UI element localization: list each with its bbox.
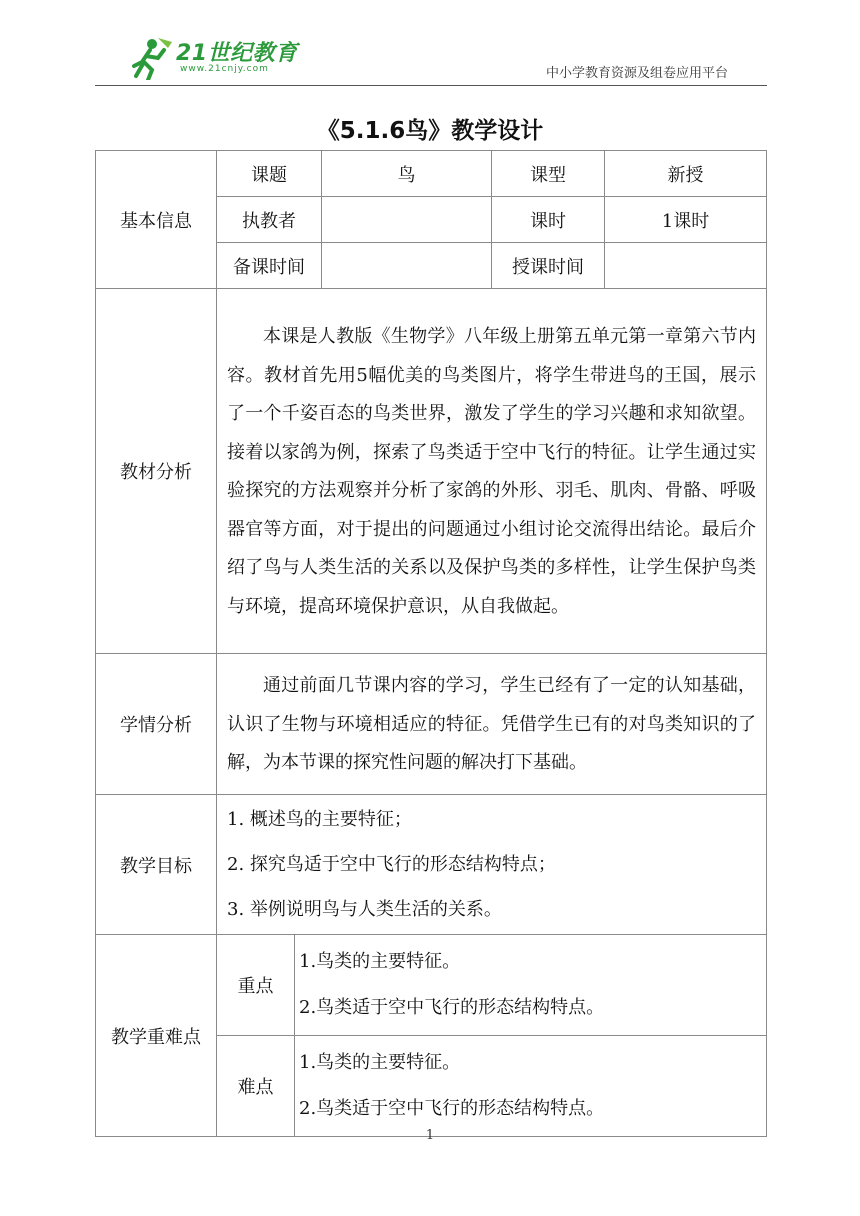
focus-table (217, 935, 766, 1035)
learner-analysis-label: 学情分析 (96, 654, 217, 795)
hours-value: 1课时 (605, 197, 767, 243)
difficulty-item: 1.鸟类的主要特征。 (299, 1052, 461, 1073)
prep-time-label: 备课时间 (217, 243, 322, 289)
learner-analysis-text: 通过前面几节课内容的学习，学生已经有了一定的认知基础，认识了生物与环境相适应的特征。凭借学生已有的对鸟类知识的了解，为本节课的探究性问题的解决打下基础。 (227, 675, 756, 774)
focus-label: 重点 (217, 935, 295, 1035)
logo-text: 21世纪教育 (176, 41, 298, 66)
difficulty-container (217, 1036, 767, 1137)
teach-time-value (605, 243, 767, 289)
difficulty-table (217, 1036, 766, 1136)
teacher-label: 执教者 (217, 197, 322, 243)
objective-item: 3. 举例说明鸟与人类生活的关系。 (227, 899, 502, 920)
focus-item: 2.鸟类适于空中飞行的形态结构特点。 (299, 997, 605, 1018)
focus-item: 1.鸟类的主要特征。 (299, 951, 461, 972)
prep-time-value (322, 243, 492, 289)
textbook-analysis-row (96, 289, 767, 654)
teacher-value (322, 197, 492, 243)
document-title: 《5.1.6鸟》教学设计 (316, 118, 544, 144)
teach-time-label: 授课时间 (492, 243, 605, 289)
site-logo (128, 36, 298, 82)
focus-row (96, 935, 767, 1036)
key-points-label: 教学重难点 (96, 935, 217, 1137)
objectives-label: 教学目标 (96, 795, 217, 935)
topic-label: 课题 (217, 151, 322, 197)
textbook-analysis-label: 教材分析 (96, 289, 217, 654)
learner-analysis-cell (217, 654, 767, 795)
difficulty-label: 难点 (217, 1036, 295, 1136)
type-value: 新授 (605, 151, 767, 197)
focus-container (217, 935, 767, 1036)
objective-item: 1. 概述鸟的主要特征； (227, 809, 412, 830)
textbook-analysis-text: 本课是人教版《生物学》八年级上册第五单元第一章第六节内容。教材首先用5幅优美的鸟类图片，将学生带进鸟的王国，展示了一个千姿百态的鸟类世界，激发了学生的学习兴趣和求知欲望。接着以家鸽为例，探索了鸟类适于空中飞行的特征。让学生通过实验探究的方法观察并分析了家鸽的外形、羽毛、肌肉、骨骼、呼吸器官等方面，对于提出的问题通过小组讨论交流得出结论。最后介绍了鸟与人类生活的关系以及保护鸟类的多样性，让学生保护鸟类与环境，提高环境保护意识，从自我做起。 (227, 326, 756, 617)
focus-cell (295, 935, 767, 1035)
topic-value: 鸟 (322, 151, 492, 197)
textbook-analysis-cell (217, 289, 767, 654)
hours-label: 课时 (492, 197, 605, 243)
lesson-plan-table (95, 150, 767, 1137)
logo-url: www.21cnjy.com (180, 64, 269, 74)
difficulty-item: 2.鸟类适于空中飞行的形态结构特点。 (299, 1098, 605, 1119)
objectives-row (96, 795, 767, 935)
difficulty-cell (295, 1036, 767, 1136)
basic-info-label: 基本信息 (96, 151, 217, 289)
header-divider (95, 85, 767, 86)
info-row-topic (96, 151, 767, 197)
learner-analysis-row (96, 654, 767, 795)
page-header (0, 0, 860, 95)
objective-item: 2. 探究鸟适于空中飞行的形态结构特点； (227, 854, 556, 875)
objectives-cell (217, 795, 767, 935)
platform-name: 中小学教育资源及组卷应用平台 (545, 66, 728, 81)
type-label: 课型 (492, 151, 605, 197)
runner-icon (128, 36, 176, 80)
page-number: 1 (425, 1128, 435, 1143)
